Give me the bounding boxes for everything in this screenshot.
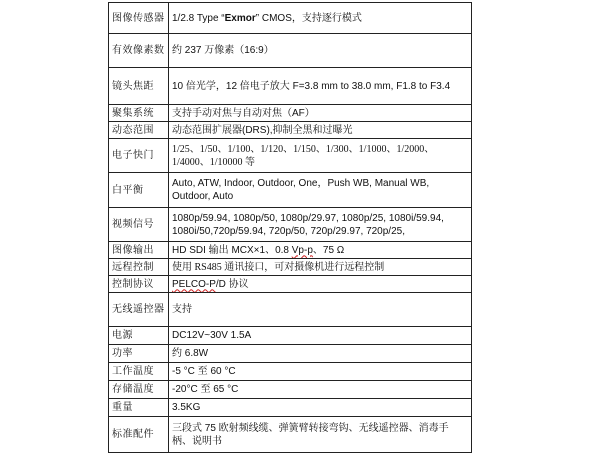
spec-value: -5 °C 至 60 °C [169,363,472,381]
spec-value: Auto, ATW, Indoor, Outdoor, One，Push WB, Manual WB, Outdoor, Auto [169,173,472,208]
spec-value-part: HD SDI 输出 MCX×1、0.8 [172,244,292,256]
spec-value [169,242,472,259]
spec-value: 1/25、1/50、1/100、1/120、1/150、1/300、1/1000、1/2000、1/4000、1/10000 等 [169,139,472,173]
spec-value: 1080p/59.94, 1080p/50, 1080p/29.97, 1080p/25, 1080i/59.94, 1080i/50,720p/59.94, 720p/50, 720p/29.97, 720p/25, [169,208,472,242]
spec-label: 白平衡 [109,173,169,208]
spec-row-operating-temp [109,363,472,381]
spec-row-wireless-remote [109,293,472,327]
spec-label: 有效像素数 [109,34,169,68]
spec-value: -20°C 至 65 °C [169,381,472,399]
spec-label: 存储温度 [109,381,169,399]
spec-value: 支持 [169,293,472,327]
spec-value: 三段式 75 欧射频线缆、弹簧臂转接弯钩、无线遥控器、消毒手柄、说明书 [169,417,472,453]
spec-row-focus-system [109,105,472,122]
spec-label: 远程控制 [109,259,169,276]
spec-row-image-output [109,242,472,259]
spec-row-white-balance [109,173,472,208]
spec-label: 视频信号 [109,208,169,242]
spec-value [169,276,472,293]
spec-row-remote-control [109,259,472,276]
spec-label: 镜头焦距 [109,68,169,105]
spec-value: 动态范围扩展器(DRS),抑制全黑和过曝光 [169,122,472,139]
spec-value-part: PELCO-P [172,278,216,290]
spec-row-shutter [109,139,472,173]
spec-label: 工作温度 [109,363,169,381]
spec-label: 控制协议 [109,276,169,293]
spec-label: 动态范围 [109,122,169,139]
spec-value: 3.5KG [169,399,472,417]
spec-value: 使用 RS485 通讯接口，可对摄像机进行远程控制 [169,259,472,276]
spec-row-weight [109,399,472,417]
spec-row-control-protocol [109,276,472,293]
spec-row-dynamic-range [109,122,472,139]
spec-value-part: /D 协议 [215,278,249,290]
spec-row-focal-length [109,68,472,105]
spec-label: 标准配件 [109,417,169,453]
spec-label: 电源 [109,327,169,345]
spec-value-part: 1/2.8 Type “ [172,12,225,24]
spec-value-part: 、75 Ω [312,244,345,256]
spec-row-accessories [109,417,472,453]
spec-row-effective-pixels [109,34,472,68]
spec-label: 聚集系统 [109,105,169,122]
spec-value-part: Exmor [224,12,256,24]
spec-label: 图像传感器 [109,3,169,34]
spec-label: 重量 [109,399,169,417]
spec-value: DC12V~30V 1.5A [169,327,472,345]
spec-value: 约 6.8W [169,345,472,363]
spec-row-power-supply [109,327,472,345]
spec-label: 电子快门 [109,139,169,173]
spec-value: 支持手动对焦与自动对焦（AF） [169,105,472,122]
spec-value-part: ” CMOS，支持逐行模式 [255,12,362,24]
spec-value [169,3,472,34]
spec-value: 约 237 万像素（16:9） [169,34,472,68]
spec-value: 10 倍光学，12 倍电子放大 F=3.8 mm to 38.0 mm, F1.8 to F3.4 [169,68,472,105]
spec-row-image-sensor [109,3,472,34]
spec-table [108,2,472,453]
spec-label: 图像输出 [109,242,169,259]
spec-value-part: Vp-p [291,244,313,256]
spec-row-video-signal [109,208,472,242]
spec-label: 功率 [109,345,169,363]
spec-row-power-consumption [109,345,472,363]
spec-label: 无线遥控器 [109,293,169,327]
spec-row-storage-temp [109,381,472,399]
